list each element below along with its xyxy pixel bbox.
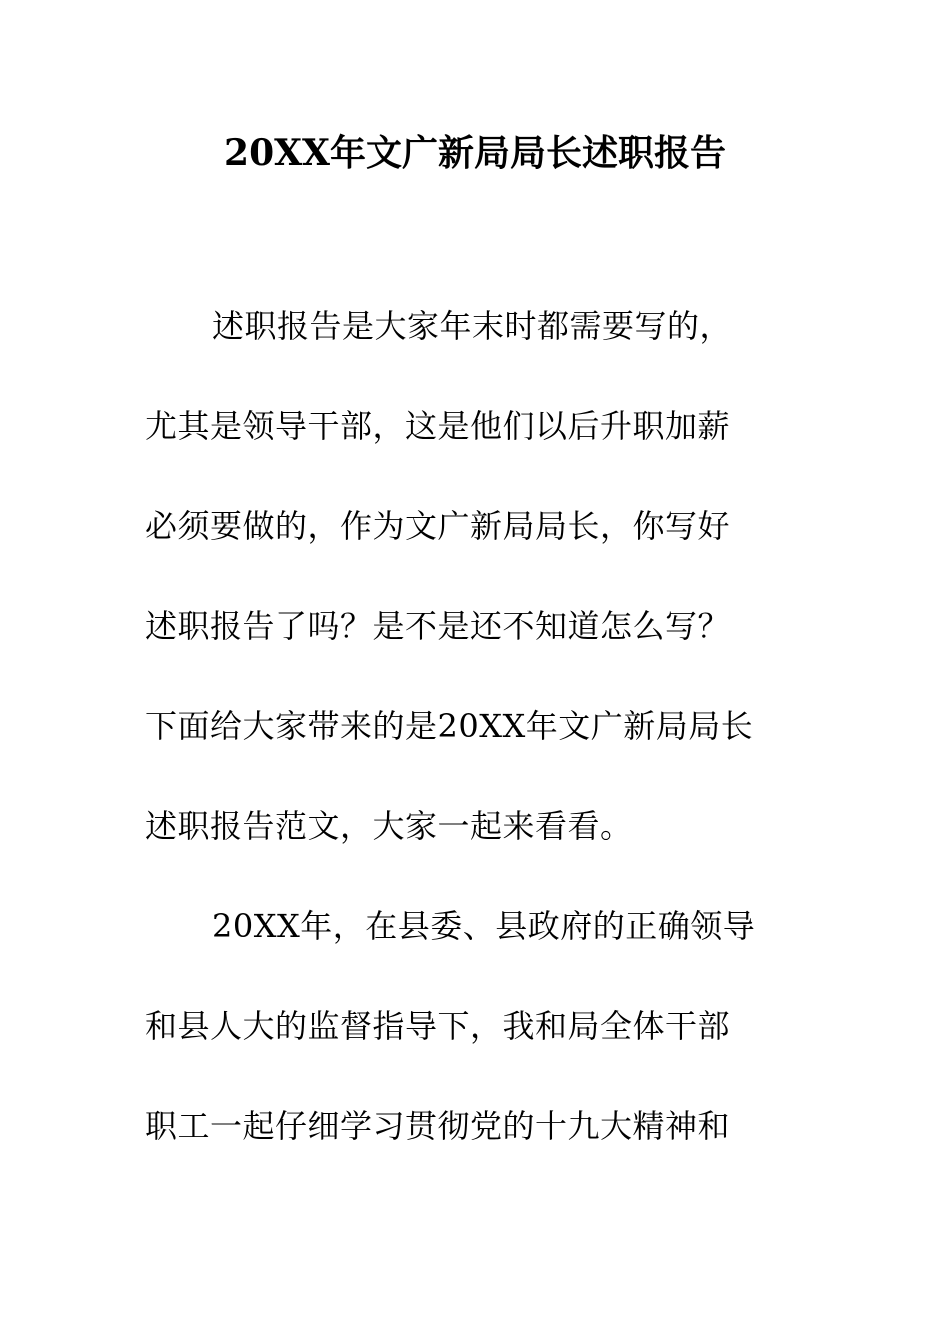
body-line: 和县人大的监督指导下，我和局全体干部 — [145, 1007, 731, 1045]
body-line: 述职报告是大家年末时都需要写的， — [212, 307, 733, 345]
body-line: 必须要做的，作为文广新局局长，你写好 — [145, 507, 731, 545]
document-title: 20XX年文广新局局长述职报告 — [224, 132, 726, 174]
body-line: 述职报告了吗？是不是还不知道怎么写？ — [145, 607, 731, 645]
body-line: 职工一起仔细学习贯彻党的十九大精神和 — [145, 1107, 731, 1145]
body-line: 20XX年，在县委、县政府的正确领导 — [212, 907, 756, 945]
body-line: 尤其是领导干部，这是他们以后升职加薪 — [145, 407, 731, 445]
body-line: 下面给大家带来的是20XX年文广新局局长 — [145, 707, 754, 745]
body-line: 述职报告范文，大家一起来看看。 — [145, 807, 633, 845]
